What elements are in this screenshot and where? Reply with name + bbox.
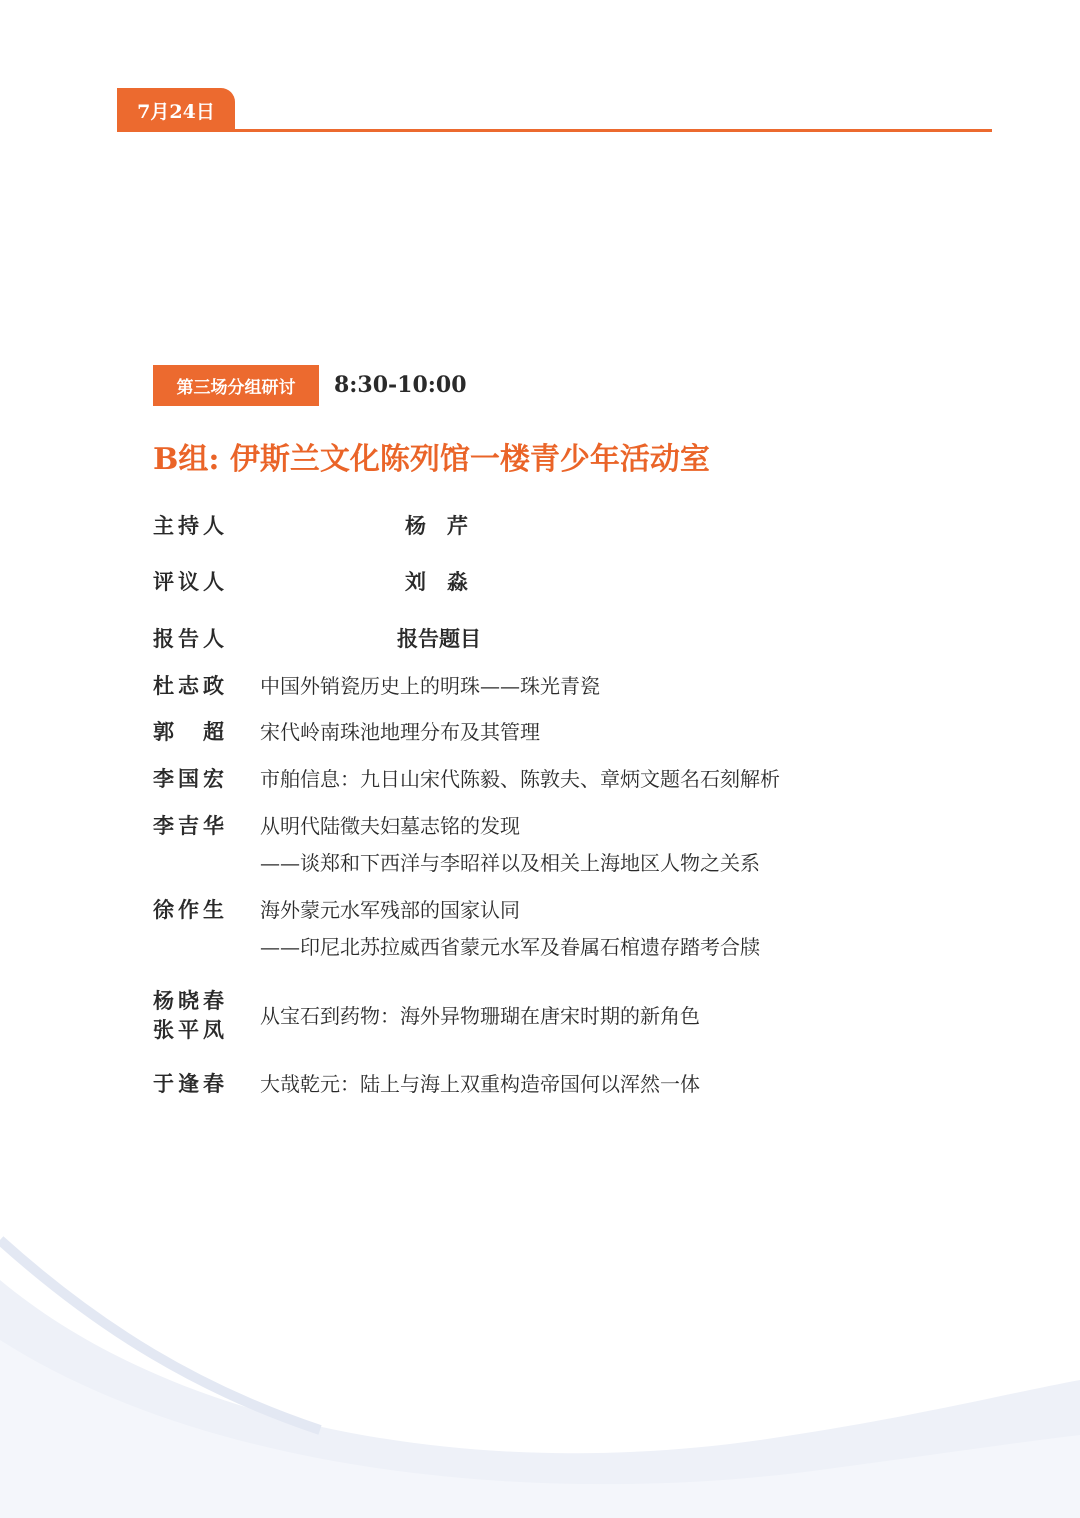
speaker-name: 徐作生 [153, 897, 228, 922]
reviewer-label: 评议人 [153, 569, 228, 594]
speaker-name: 郭 超 [153, 719, 228, 744]
speaker-name: 杜志政 [153, 673, 228, 698]
report-title: 从宝石到药物：海外异物珊瑚在唐宋时期的新角色 [260, 1004, 700, 1028]
report-subtitle: ——谈郑和下西洋与李昭祥以及相关上海地区人物之关系 [260, 851, 760, 875]
host-name: 杨 芹 [405, 513, 468, 538]
report-title: 中国外销瓷历史上的明珠——珠光青瓷 [260, 674, 600, 698]
topic-label: 报告题目 [397, 626, 481, 651]
report-title: 市舶信息：九日山宋代陈毅、陈敦夫、章炳文题名石刻解析 [260, 767, 780, 791]
date-tab: 7月24日 [117, 88, 235, 132]
reporter-label: 报告人 [153, 626, 228, 651]
speaker-name: 于逢春 [153, 1071, 228, 1096]
speaker-name: 杨晓春 [153, 988, 228, 1013]
speaker-name: 张平凤 [153, 1017, 228, 1042]
report-title: 宋代岭南珠池地理分布及其管理 [260, 720, 540, 744]
report-title: 大哉乾元：陆上与海上双重构造帝国何以浑然一体 [260, 1072, 700, 1096]
header-divider [117, 129, 992, 132]
group-title: B组: 伊斯兰文化陈列馆一楼青少年活动室 [153, 442, 710, 477]
report-title: 从明代陆徵夫妇墓志铭的发现 [260, 814, 520, 838]
session-badge: 第三场分组研讨 [153, 365, 319, 406]
reviewer-name: 刘 淼 [405, 569, 468, 594]
host-label: 主持人 [153, 513, 228, 538]
speaker-name: 李国宏 [153, 766, 228, 791]
report-subtitle: ——印尼北苏拉威西省蒙元水军及眷属石棺遗存踏考合牍 [260, 935, 760, 959]
session-time: 8:30-10:00 [334, 372, 467, 398]
speaker-name: 李吉华 [153, 813, 228, 838]
background-wave [0, 1180, 1080, 1518]
report-title: 海外蒙元水军残部的国家认同 [260, 898, 520, 922]
